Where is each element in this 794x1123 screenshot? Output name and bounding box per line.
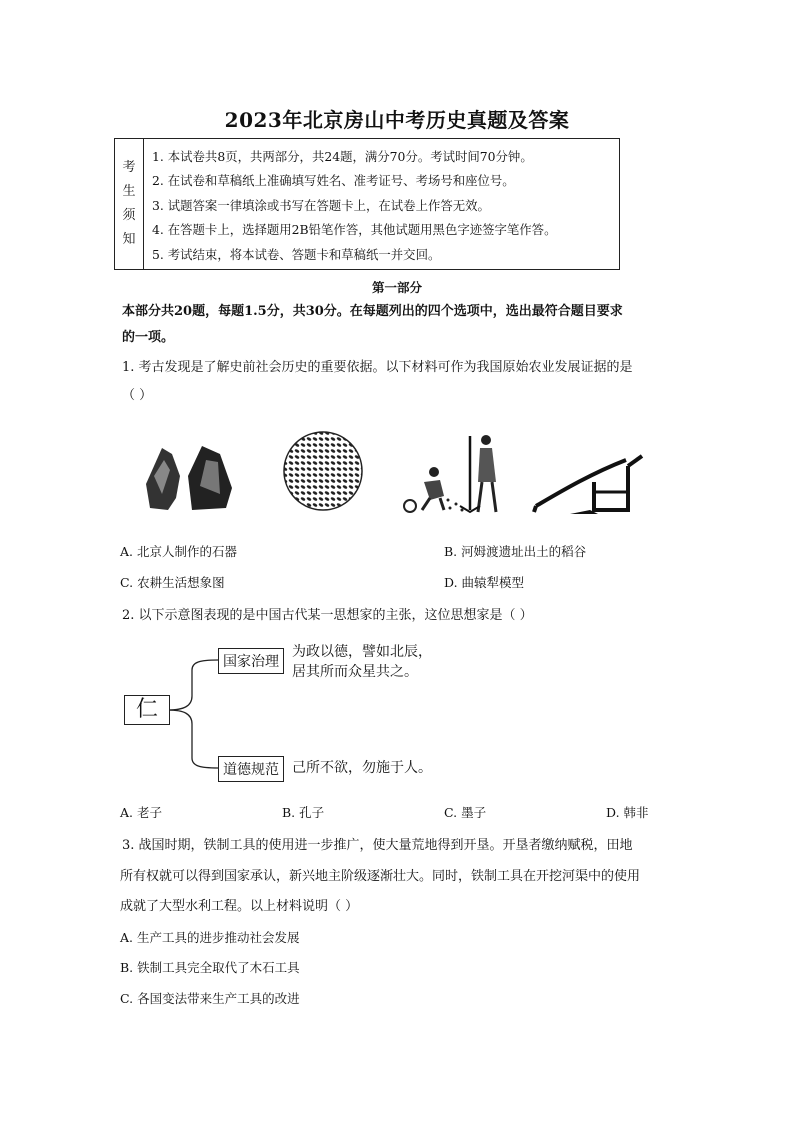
question-3-stem: 成就了大型水利工程。以上材料说明（ ） bbox=[120, 899, 359, 914]
thinker-diagram bbox=[120, 640, 480, 790]
q1-option-a[interactable]: A. 北京人制作的石器 bbox=[120, 544, 237, 559]
notice-item: 3. 试题答案一律填涂或书写在答题卡上，在试卷上作答无效。 bbox=[152, 197, 490, 213]
question-2-stem: 2. 以下示意图表现的是中国古代某一思想家的主张，这位思想家是（ ） bbox=[122, 608, 533, 623]
diagram-top-quote: 居其所而众星共之。 bbox=[292, 664, 418, 680]
q2-option-a[interactable]: A. 老子 bbox=[120, 805, 162, 820]
question-1-blank: （ ） bbox=[122, 388, 153, 403]
notice-label-char: 生 bbox=[122, 184, 136, 199]
diagram-bottom-quote: 己所不欲，勿施于人。 bbox=[292, 760, 432, 776]
notice-label bbox=[115, 139, 144, 269]
notice-label-char: 考 bbox=[122, 160, 136, 175]
section-intro: 的一项。 bbox=[122, 330, 175, 345]
stone-tools-image bbox=[140, 436, 240, 516]
diagram-bottom-label: 道德规范 bbox=[218, 756, 284, 782]
section-title: 第一部分 bbox=[371, 280, 422, 295]
question-3-stem: 所有权就可以得到国家承认，新兴地主阶级逐渐壮大。同时，铁制工具在开挖河渠中的使用 bbox=[120, 869, 641, 884]
section-intro: 本部分共20题，每题1.5分，共30分。在每题列出的四个选项中，选出最符合题目要求 bbox=[122, 304, 623, 319]
exam-notice-box bbox=[114, 138, 620, 270]
diagram-center-box: 仁 bbox=[124, 695, 170, 725]
notice-item: 5. 考试结束，将本试卷、答题卡和草稿纸一并交回。 bbox=[152, 246, 441, 262]
q1-option-b[interactable]: B. 河姆渡遗址出土的稻谷 bbox=[444, 544, 587, 559]
farming-life-image bbox=[400, 432, 510, 518]
diagram-top-quote: 为政以德，譬如北辰， bbox=[292, 644, 432, 660]
q3-option-c[interactable]: C. 各国变法带来生产工具的改进 bbox=[120, 991, 300, 1006]
rice-grains-image bbox=[282, 430, 364, 512]
q3-option-b[interactable]: B. 铁制工具完全取代了木石工具 bbox=[120, 960, 300, 975]
page-title: 2023年北京房山中考历史真题及答案 bbox=[224, 108, 570, 132]
question-1-stem: 1. 考古发现是了解史前社会历史的重要依据。以下材料可作为我国原始农业发展证据的是 bbox=[122, 360, 633, 375]
q2-option-d[interactable]: D. 韩非 bbox=[606, 805, 649, 820]
q2-option-c[interactable]: C. 墨子 bbox=[444, 805, 487, 820]
notice-item: 4. 在答题卡上，选择题用2B铅笔作答，其他试题用黑色字迹签字笔作答。 bbox=[152, 222, 557, 238]
notice-item: 1. 本试卷共8页，共两部分，共24题，满分70分。考试时间70分钟。 bbox=[152, 149, 533, 164]
q3-option-a[interactable]: A. 生产工具的进步推动社会发展 bbox=[120, 930, 300, 945]
q1-option-c[interactable]: C. 农耕生活想象图 bbox=[120, 575, 225, 590]
question-3-stem: 3. 战国时期，铁制工具的使用进一步推广，使大量荒地得到开垦。开垦者缴纳赋税，田地 bbox=[122, 838, 633, 853]
curved-plow-image bbox=[530, 452, 650, 516]
notice-item: 2. 在试卷和草稿纸上准确填写姓名、准考证号、考场号和座位号。 bbox=[152, 173, 515, 189]
q2-option-b[interactable]: B. 孔子 bbox=[282, 805, 325, 820]
notice-label-char: 须 bbox=[122, 208, 136, 223]
diagram-top-label: 国家治理 bbox=[218, 648, 284, 674]
q1-option-d[interactable]: D. 曲辕犁模型 bbox=[444, 575, 525, 590]
notice-label-char: 知 bbox=[122, 232, 136, 247]
notice-items bbox=[144, 139, 619, 269]
